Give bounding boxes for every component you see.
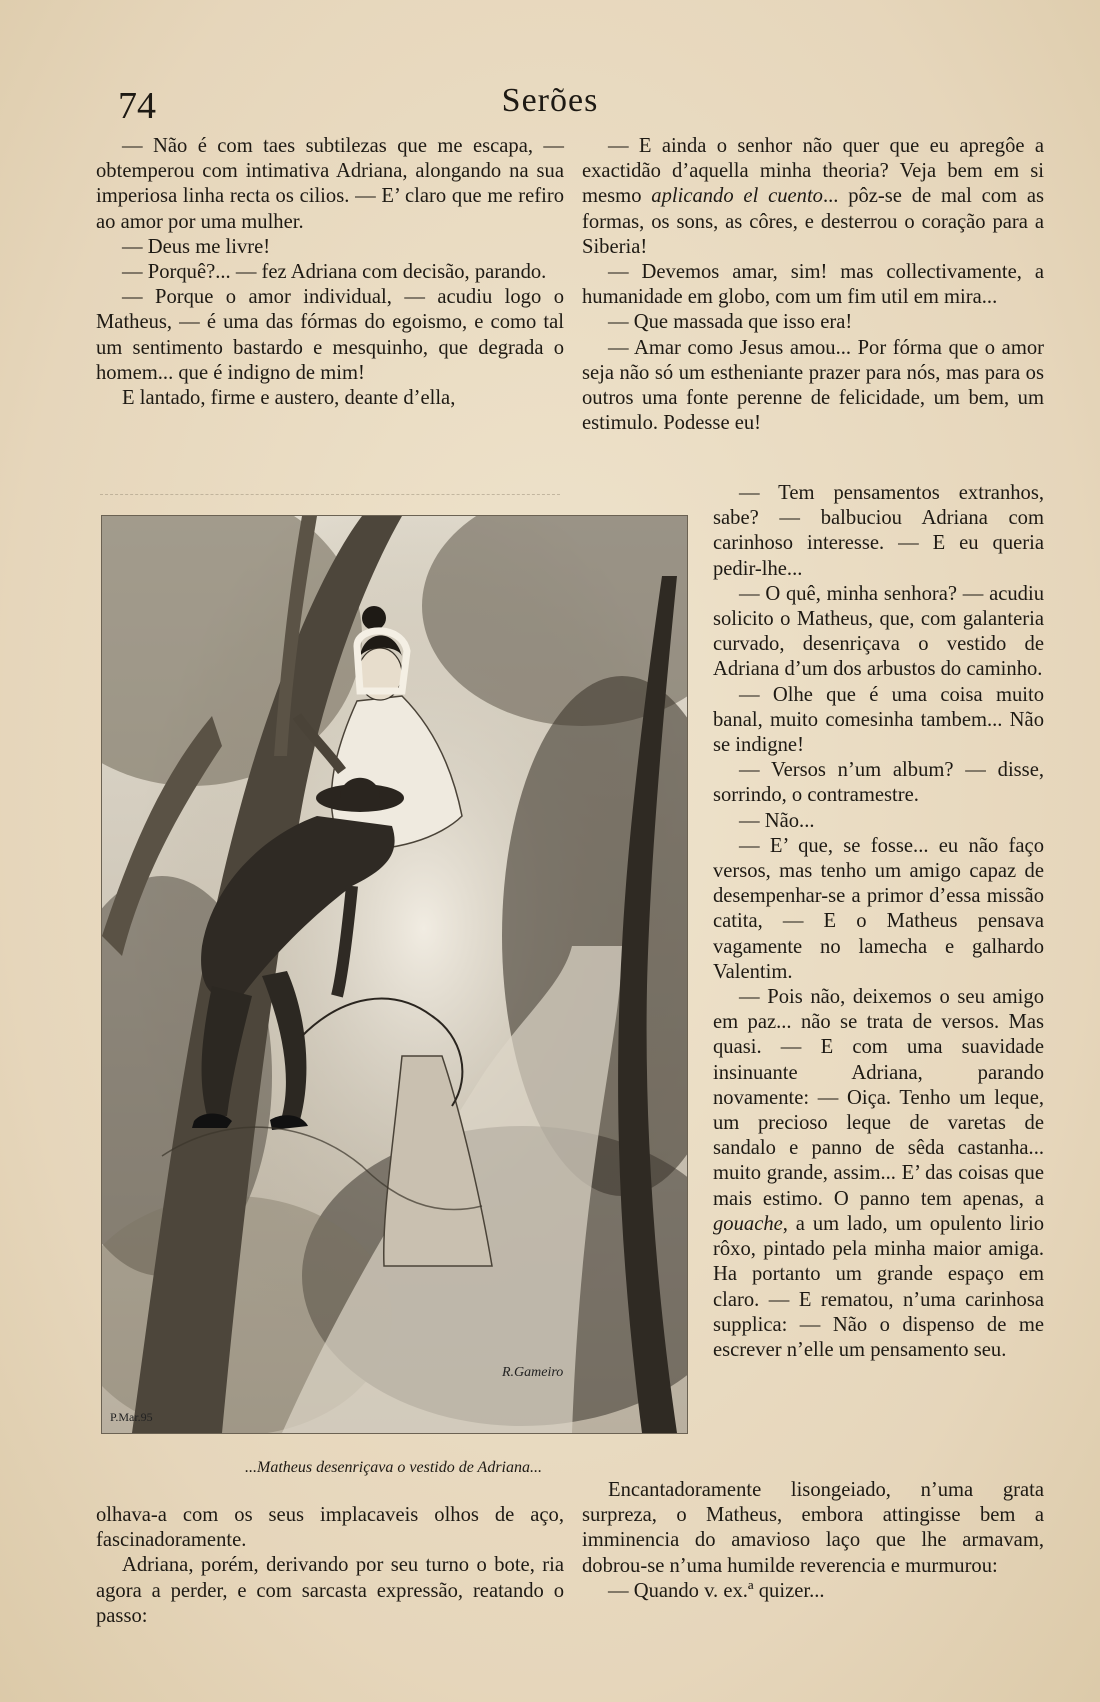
page-number: 74: [118, 85, 156, 127]
forest-scene-image: [102, 516, 687, 1433]
artist-signature: R.Gameiro: [502, 1365, 564, 1380]
paragraph: — Tem pensamentos extranhos, sabe? — balbuciou Adriana com carinhoso interesse. — E eu queria pedir-lhe...: [713, 482, 1044, 580]
right-column-bottom: [582, 1478, 1044, 1604]
paragraph: — Não...: [739, 809, 815, 832]
paragraph: — Pois não, deixemos o seu amigo em paz... não se trata de versos. Mas quasi. — E com uma suavidade insinuante Adriana, parando novamente: — Oiça. Tenho um leque, um precioso leque de varetas de sandalo e panno de sêda castanha... muito grande, assim... E’ das coisas que mais estimo. O panno tem apenas, a gouache, a um lado, um opulento lirio rôxo, pintado pela minha maior amiga. Ha portanto um grande espaço em claro. — E rematou, n’uma carinhosa supplica: — Não o dispenso de me escrever n’elle um pensamento seu.: [713, 986, 1044, 1361]
paragraph: — Não é com taes subtilezas que me escapa, — obtemperou com intimativa Adriana, alongando na sua imperiosa linha recta os cilios. — E’ claro que me refiro ao amor por uma mulher.: [96, 135, 564, 233]
paragraph: — Versos n’um album? — disse, sorrindo, o contramestre.: [713, 759, 1044, 807]
paragraph: — E ainda o senhor não quer que eu apregôe a exactidão d’aquella minha theoria? Veja bem em si mesmo aplicando el cuento... pôz-se de mal com as formas, os sons, as côres, e desterrou o coração para a Siberia!: [582, 135, 1044, 258]
paragraph: — Devemos amar, sim! mas collectivamente, a humanidade em globo, com um fim util em mira...: [582, 261, 1044, 309]
paragraph: — Que massada que isso era!: [608, 311, 853, 334]
illustration-caption: ...Matheus desenriçava o vestido de Adriana...: [245, 1459, 542, 1476]
paragraph: — Deus me livre!: [122, 235, 271, 258]
engraving-illustration: [101, 515, 688, 1434]
paragraph: — Olhe que é uma coisa muito banal, muito comesinha tambem... Não se indigne!: [713, 683, 1044, 757]
left-column-bottom: [96, 1503, 564, 1629]
paragraph: — Porquê?... — fez Adriana com decisão, parando.: [122, 261, 547, 284]
paragraph: — Porque o amor individual, — acudiu logo o Matheus, — é uma das fórmas do egoismo, e como tal um sentimento bastardo e mesquinho, que degrada o homem... que é indigno de mim!: [96, 286, 564, 384]
paragraph: olhava-a com os seus implacaveis olhos de aço, fascinadoramente.: [96, 1504, 564, 1552]
right-column-narrow: [713, 481, 1044, 1363]
paragraph: — Quando v. ex.ª quizer...: [608, 1579, 825, 1602]
paragraph: — O quê, minha senhora? — acudiu solicito o Matheus, que, com galanteria curvado, desenriçava o vestido de Adriana d’um dos arbustos do caminho.: [713, 582, 1044, 681]
paragraph: Encantadoramente lisongeiado, n’uma grata surpreza, o Matheus, embora attingisse bem a imminencia do amavioso laço que lhe armavam, dobrou-se n’uma humilde reverencia e murmurou:: [582, 1479, 1044, 1577]
running-title: Serões: [501, 82, 599, 119]
left-column-top: [96, 134, 564, 411]
section-divider: [100, 494, 560, 497]
paragraph: E lantado, firme e austero, deante d’ella,: [122, 387, 456, 410]
paragraph: Adriana, porém, derivando por seu turno o bote, ria agora a perder, e com sarcasta expressão, reatando o passo:: [96, 1554, 564, 1627]
paragraph: — E’ que, se fosse... eu não faço versos, mas tenho um amigo capaz de desempenhar-se a primor d’essa missão catita, — E o Matheus pensava vagamente no lamecha e galhardo Valentim.: [713, 834, 1044, 983]
paragraph: — Amar como Jesus amou... Por fórma que o amor seja não só um estheniante prazer para nós, mas para os outros uma fonte perenne de felicidade, um bem, um estimulo. Podesse eu!: [582, 336, 1044, 435]
engraver-signature: P.Mar.95: [110, 1410, 153, 1424]
right-column-top: [582, 134, 1044, 436]
